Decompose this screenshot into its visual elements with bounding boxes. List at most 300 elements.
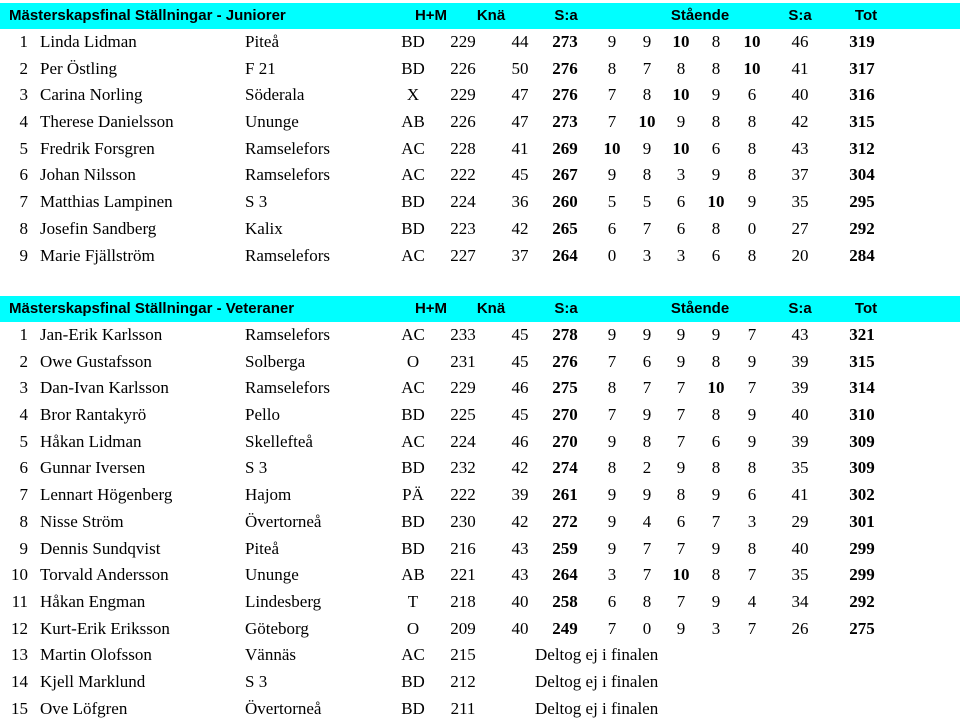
rank-cell: 7 [19, 485, 28, 505]
header-tot: Tot [854, 300, 878, 317]
standing-subtotal-cell: 43 [791, 138, 809, 158]
table-row [0, 109, 960, 136]
standing-shot-cell: 7 [747, 618, 757, 638]
standing-subtotal-cell: 39 [791, 378, 809, 398]
standing-shot-cell: 8 [747, 138, 757, 158]
rank-cell: 6 [19, 458, 28, 478]
standing-shot-cell: 4 [642, 511, 652, 531]
district-cell: BD [401, 458, 425, 478]
table-row [0, 56, 960, 83]
standing-shot-cell: 10 [672, 85, 690, 105]
table-row [0, 589, 960, 616]
rank-cell: 15 [11, 698, 28, 718]
standing-shot-cell: 6 [607, 218, 617, 238]
standing-shot-cell: 10 [743, 58, 761, 78]
standing-subtotal-cell: 29 [791, 511, 809, 531]
club-cell: Övertorneå [245, 698, 322, 718]
district-cell: BD [401, 58, 425, 78]
rank-cell: 2 [19, 58, 28, 78]
district-cell: BD [401, 32, 425, 51]
standing-shot-cell: 7 [642, 58, 652, 78]
standing-subtotal-cell: 41 [791, 485, 809, 505]
standing-shot-cell: 0 [642, 618, 652, 638]
club-cell: Ununge [245, 565, 299, 585]
standing-shot-cell: 7 [607, 85, 617, 105]
name-cell: Gunnar Iversen [40, 458, 146, 478]
standing-shot-cell: 9 [642, 32, 652, 51]
standing-shot-cell: 7 [676, 591, 686, 611]
subtotal-cell: 273 [552, 112, 578, 132]
club-cell: Ramselefors [245, 138, 330, 158]
total-cell: 309 [849, 458, 875, 478]
standing-shot-cell: 9 [676, 618, 686, 638]
total-cell: 301 [849, 511, 875, 531]
section-title: Mästerskapsfinal Ställningar - Juniorer [9, 7, 286, 24]
name-cell: Matthias Lampinen [40, 192, 173, 212]
knee-score-cell: 42 [511, 218, 529, 238]
standing-shot-cell: 9 [642, 405, 652, 425]
hm-score-cell: 230 [450, 511, 476, 531]
total-cell: 317 [849, 58, 875, 78]
rank-cell: 9 [19, 245, 28, 265]
name-cell: Bror Rantakyrö [40, 405, 147, 425]
standing-shot-cell: 3 [711, 618, 721, 638]
name-cell: Kjell Marklund [40, 671, 146, 691]
standing-shot-cell: 8 [747, 245, 757, 265]
name-cell: Per Östling [40, 58, 117, 78]
total-cell: 292 [849, 218, 875, 238]
standing-shot-cell: 8 [642, 165, 652, 185]
table-row [0, 29, 960, 56]
hm-score-cell: 222 [450, 485, 476, 505]
rank-cell: 7 [19, 192, 28, 212]
standing-shot-cell: 8 [711, 458, 721, 478]
header-staende: Stående [670, 300, 730, 317]
name-cell: Torvald Andersson [40, 565, 169, 585]
hm-score-cell: 226 [450, 58, 476, 78]
knee-score-cell: 42 [511, 458, 529, 478]
standing-shot-cell: 6 [676, 218, 686, 238]
standing-shot-cell: 9 [607, 511, 617, 531]
knee-score-cell: 50 [511, 58, 529, 78]
rank-cell: 5 [19, 431, 28, 451]
standing-shot-cell: 10 [743, 32, 761, 51]
standing-shot-cell: 10 [672, 138, 690, 158]
subtotal-cell: 273 [552, 32, 578, 51]
standing-shot-cell: 8 [711, 32, 721, 51]
standing-shot-cell: 10 [638, 112, 656, 132]
standing-shot-cell: 8 [711, 112, 721, 132]
subtotal-cell: 249 [552, 618, 578, 638]
standing-shot-cell: 7 [747, 325, 757, 344]
name-cell: Marie Fjällström [40, 245, 155, 265]
standing-shot-cell: 7 [642, 378, 652, 398]
rank-cell: 2 [19, 351, 28, 371]
club-cell: Solberga [245, 351, 306, 371]
district-cell: BD [401, 698, 425, 718]
club-cell: Pello [245, 405, 280, 425]
hm-score-cell: 221 [450, 565, 476, 585]
club-cell: Ramselefors [245, 165, 330, 185]
standing-shot-cell: 9 [711, 325, 721, 344]
standing-shot-cell: 10 [672, 32, 690, 51]
standing-shot-cell: 4 [747, 591, 757, 611]
standing-shot-cell: 7 [642, 218, 652, 238]
header-tot: Tot [854, 7, 878, 24]
knee-score-cell: 43 [511, 538, 529, 558]
standing-shot-cell: 9 [642, 138, 652, 158]
standing-shot-cell: 7 [747, 378, 757, 398]
rank-cell: 1 [19, 32, 28, 51]
table-row [0, 482, 960, 509]
club-cell: Vännäs [245, 645, 296, 665]
subtotal-cell: 267 [552, 165, 578, 185]
table-row [0, 216, 960, 243]
name-cell: Dan-Ivan Karlsson [40, 378, 169, 398]
standing-subtotal-cell: 35 [791, 192, 809, 212]
knee-score-cell: 47 [511, 112, 529, 132]
standing-shot-cell: 3 [676, 165, 686, 185]
rank-cell: 8 [19, 511, 28, 531]
table-row [0, 669, 960, 696]
name-cell: Ove Löfgren [40, 698, 128, 718]
club-cell: Lindesberg [245, 591, 322, 611]
header-sa: S:a [554, 7, 578, 24]
district-cell: AC [401, 378, 425, 398]
standing-shot-cell: 8 [676, 58, 686, 78]
standing-shot-cell: 9 [711, 485, 721, 505]
hm-score-cell: 227 [450, 245, 476, 265]
standing-shot-cell: 8 [642, 431, 652, 451]
knee-score-cell: 39 [511, 485, 529, 505]
subtotal-cell: 276 [552, 85, 578, 105]
club-cell: F 21 [245, 58, 276, 78]
standing-shot-cell: 9 [607, 431, 617, 451]
standing-shot-cell: 8 [607, 58, 617, 78]
header-kna: Knä [476, 7, 506, 24]
hm-score-cell: 229 [450, 32, 476, 51]
rank-cell: 10 [11, 565, 28, 585]
standing-shot-cell: 9 [676, 458, 686, 478]
hm-score-cell: 231 [450, 351, 476, 371]
hm-score-cell: 229 [450, 378, 476, 398]
standing-subtotal-cell: 39 [791, 351, 809, 371]
hm-score-cell: 215 [450, 645, 476, 665]
name-cell: Fredrik Forsgren [40, 138, 155, 158]
standing-shot-cell: 6 [607, 591, 617, 611]
club-cell: Ramselefors [245, 245, 330, 265]
standing-shot-cell: 7 [642, 565, 652, 585]
total-cell: 292 [849, 591, 875, 611]
table-row [0, 696, 960, 722]
name-cell: Josefin Sandberg [40, 218, 157, 238]
district-cell: BD [401, 192, 425, 212]
total-cell: 302 [849, 485, 875, 505]
standing-shot-cell: 10 [672, 565, 690, 585]
header-sa-2: S:a [788, 7, 812, 24]
table-row [0, 616, 960, 643]
knee-score-cell: 45 [511, 405, 529, 425]
hm-score-cell: 226 [450, 112, 476, 132]
subtotal-cell: 259 [552, 538, 578, 558]
club-cell: Ramselefors [245, 325, 330, 344]
district-cell: BD [401, 405, 425, 425]
standing-subtotal-cell: 37 [791, 165, 809, 185]
standing-subtotal-cell: 20 [791, 245, 809, 265]
district-cell: O [406, 351, 420, 371]
table-row [0, 243, 960, 270]
club-cell: S 3 [245, 458, 268, 478]
table-row [0, 455, 960, 482]
district-cell: AC [401, 645, 425, 665]
knee-score-cell: 42 [511, 511, 529, 531]
knee-score-cell: 46 [511, 378, 529, 398]
club-cell: Hajom [245, 485, 292, 505]
header-staende: Stående [670, 7, 730, 24]
standing-shot-cell: 3 [642, 245, 652, 265]
knee-score-cell: 40 [511, 618, 529, 638]
header-sa-2: S:a [788, 300, 812, 317]
name-cell: Kurt-Erik Eriksson [40, 618, 170, 638]
standing-shot-cell: 9 [607, 325, 617, 344]
district-cell: AC [401, 325, 425, 344]
standing-shot-cell: 8 [607, 378, 617, 398]
name-cell: Martin Olofsson [40, 645, 152, 665]
standing-shot-cell: 7 [676, 378, 686, 398]
standing-shot-cell: 7 [676, 431, 686, 451]
standing-shot-cell: 8 [711, 565, 721, 585]
subtotal-cell: 269 [552, 138, 578, 158]
standing-subtotal-cell: 35 [791, 458, 809, 478]
club-cell: Göteborg [245, 618, 309, 638]
district-cell: BD [401, 511, 425, 531]
standing-subtotal-cell: 40 [791, 85, 809, 105]
total-cell: 310 [849, 405, 875, 425]
standing-shot-cell: 9 [642, 485, 652, 505]
subtotal-cell: 261 [552, 485, 578, 505]
standing-shot-cell: 7 [711, 511, 721, 531]
subtotal-cell: 276 [552, 351, 578, 371]
standing-shot-cell: 9 [747, 192, 757, 212]
header-hm: H+M [414, 7, 448, 24]
total-cell: 295 [849, 192, 875, 212]
standing-subtotal-cell: 39 [791, 431, 809, 451]
standing-shot-cell: 5 [607, 192, 617, 212]
hm-score-cell: 233 [450, 325, 476, 344]
table-row [0, 562, 960, 589]
total-cell: 315 [849, 351, 875, 371]
club-cell: S 3 [245, 671, 268, 691]
total-cell: 299 [849, 538, 875, 558]
standing-shot-cell: 8 [711, 58, 721, 78]
standing-shot-cell: 9 [607, 485, 617, 505]
standing-shot-cell: 9 [642, 325, 652, 344]
name-cell: Dennis Sundqvist [40, 538, 161, 558]
section-title: Mästerskapsfinal Ställningar - Veteraner [9, 300, 295, 317]
district-cell: AB [401, 565, 425, 585]
standing-shot-cell: 8 [642, 591, 652, 611]
standing-subtotal-cell: 26 [791, 618, 809, 638]
standing-shot-cell: 9 [607, 165, 617, 185]
subtotal-cell: 278 [552, 325, 578, 344]
standing-shot-cell: 6 [711, 245, 721, 265]
district-cell: AB [401, 112, 425, 132]
total-cell: 275 [849, 618, 875, 638]
knee-score-cell: 37 [511, 245, 529, 265]
standing-shot-cell: 9 [747, 351, 757, 371]
standing-shot-cell: 5 [642, 192, 652, 212]
club-cell: Söderala [245, 85, 305, 105]
name-cell: Carina Norling [40, 85, 143, 105]
district-cell: X [406, 85, 420, 105]
standing-shot-cell: 8 [711, 405, 721, 425]
standing-shot-cell: 7 [607, 351, 617, 371]
section-header [0, 296, 960, 322]
club-cell: Kalix [245, 218, 283, 238]
rank-cell: 3 [19, 378, 28, 398]
standing-shot-cell: 9 [676, 351, 686, 371]
total-cell: 299 [849, 565, 875, 585]
rank-cell: 9 [19, 538, 28, 558]
district-cell: BD [401, 218, 425, 238]
standing-shot-cell: 10 [707, 378, 725, 398]
standing-shot-cell: 6 [642, 351, 652, 371]
subtotal-cell: 265 [552, 218, 578, 238]
hm-score-cell: 218 [450, 591, 476, 611]
subtotal-cell: 272 [552, 511, 578, 531]
standing-shot-cell: 10 [603, 138, 621, 158]
name-cell: Johan Nilsson [40, 165, 136, 185]
table-row [0, 375, 960, 402]
standing-subtotal-cell: 35 [791, 565, 809, 585]
table-row [0, 509, 960, 536]
hm-score-cell: 223 [450, 218, 476, 238]
standing-shot-cell: 9 [711, 165, 721, 185]
standing-shot-cell: 6 [747, 85, 757, 105]
subtotal-cell: 276 [552, 58, 578, 78]
standing-shot-cell: 3 [747, 511, 757, 531]
knee-score-cell: 41 [511, 138, 529, 158]
subtotal-cell: 264 [552, 245, 578, 265]
name-cell: Håkan Engman [40, 591, 146, 611]
standing-subtotal-cell: 42 [791, 112, 809, 132]
rank-cell: 4 [19, 112, 28, 132]
standing-subtotal-cell: 34 [791, 591, 809, 611]
hm-score-cell: 209 [450, 618, 476, 638]
rank-cell: 5 [19, 138, 28, 158]
knee-score-cell: 36 [511, 192, 529, 212]
district-cell: AC [401, 138, 425, 158]
standing-subtotal-cell: 27 [791, 218, 809, 238]
total-cell: 304 [849, 165, 875, 185]
rank-cell: 12 [11, 618, 28, 638]
standing-subtotal-cell: 43 [791, 325, 809, 344]
standing-subtotal-cell: 40 [791, 538, 809, 558]
standing-shot-cell: 0 [607, 245, 617, 265]
standing-shot-cell: 6 [711, 138, 721, 158]
standing-shot-cell: 7 [676, 405, 686, 425]
club-cell: Ramselefors [245, 378, 330, 398]
rank-cell: 1 [19, 325, 28, 344]
subtotal-cell: 270 [552, 405, 578, 425]
hm-score-cell: 224 [450, 431, 476, 451]
table-row [0, 429, 960, 456]
veterans-section [0, 296, 960, 722]
rank-cell: 4 [19, 405, 28, 425]
total-cell: 312 [849, 138, 875, 158]
table-row [0, 322, 960, 349]
standing-shot-cell: 7 [747, 565, 757, 585]
standing-shot-cell: 7 [607, 112, 617, 132]
standing-shot-cell: 6 [676, 511, 686, 531]
not-participating-note: Deltog ej i finalen [535, 645, 659, 665]
total-cell: 315 [849, 112, 875, 132]
name-cell: Nisse Ström [40, 511, 124, 531]
district-cell: O [406, 618, 420, 638]
standing-shot-cell: 8 [747, 538, 757, 558]
name-cell: Owe Gustafsson [40, 351, 152, 371]
total-cell: 321 [849, 325, 875, 344]
not-participating-note: Deltog ej i finalen [535, 671, 659, 691]
hm-score-cell: 224 [450, 192, 476, 212]
standing-subtotal-cell: 46 [791, 32, 809, 51]
hm-score-cell: 232 [450, 458, 476, 478]
header-hm: H+M [414, 300, 448, 317]
standing-shot-cell: 9 [711, 538, 721, 558]
name-cell: Lennart Högenberg [40, 485, 173, 505]
header-kna: Knä [476, 300, 506, 317]
district-cell: BD [401, 671, 425, 691]
hm-score-cell: 216 [450, 538, 476, 558]
name-cell: Linda Lidman [40, 32, 137, 51]
standing-shot-cell: 9 [747, 431, 757, 451]
standing-shot-cell: 8 [747, 112, 757, 132]
district-cell: AC [401, 245, 425, 265]
table-row [0, 189, 960, 216]
knee-score-cell: 44 [511, 32, 529, 51]
standing-shot-cell: 7 [607, 618, 617, 638]
table-row [0, 402, 960, 429]
knee-score-cell: 46 [511, 431, 529, 451]
standing-shot-cell: 8 [747, 165, 757, 185]
section-header [0, 3, 960, 29]
standing-shot-cell: 2 [642, 458, 652, 478]
district-cell: AC [401, 165, 425, 185]
standing-shot-cell: 6 [711, 431, 721, 451]
standing-shot-cell: 8 [747, 458, 757, 478]
header-sa: S:a [554, 300, 578, 317]
rank-cell: 3 [19, 85, 28, 105]
juniors-section [0, 3, 960, 269]
total-cell: 319 [849, 32, 875, 51]
standing-shot-cell: 9 [607, 538, 617, 558]
standing-shot-cell: 10 [707, 192, 725, 212]
club-cell: Piteå [245, 538, 279, 558]
subtotal-cell: 275 [552, 378, 578, 398]
standing-shot-cell: 7 [642, 538, 652, 558]
hm-score-cell: 225 [450, 405, 476, 425]
district-cell: T [407, 591, 419, 611]
rank-cell: 11 [11, 591, 28, 611]
standing-subtotal-cell: 41 [791, 58, 809, 78]
standing-shot-cell: 3 [676, 245, 686, 265]
club-cell: Skellefteå [245, 431, 313, 451]
club-cell: Övertorneå [245, 511, 322, 531]
district-cell: BD [401, 538, 425, 558]
subtotal-cell: 270 [552, 431, 578, 451]
hm-score-cell: 229 [450, 85, 476, 105]
hm-score-cell: 212 [450, 671, 476, 691]
